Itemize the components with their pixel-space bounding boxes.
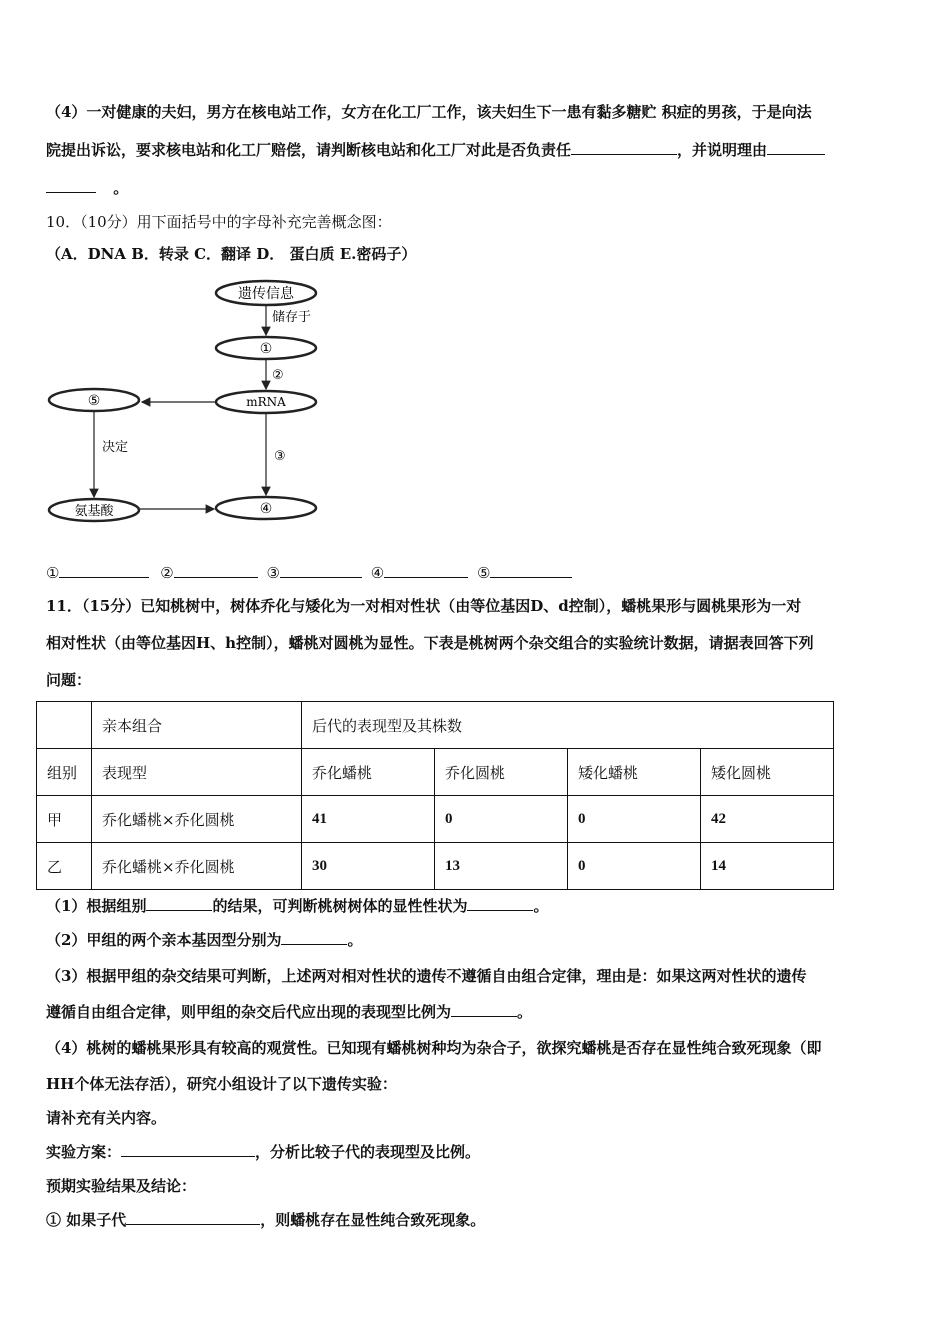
q11-result-b: ，则蟠桃存在显性纯合致死现象。	[260, 1211, 486, 1229]
table-cell-value: 41	[302, 796, 435, 843]
table-cell-value: 14	[701, 843, 834, 890]
q11-intro-line2: 相对性状（由等位基因H、h控制），蟠桃对圆桃为显性。下表是桃树两个杂交组合的实验统计数据，请据表回答下列	[46, 634, 814, 652]
q11-part2	[46, 930, 362, 950]
label-2: ②	[272, 368, 284, 383]
answer-blank[interactable]	[490, 563, 572, 578]
q9-part4-line1: （4）一对健康的夫妇，男方在核电站工作，女方在化工厂工作，该夫妇生下一患有黏多糖贮 积症的男孩，于是向法	[46, 103, 812, 121]
q9-part4-line3-end: 。	[113, 179, 129, 197]
node-4-label: ④	[259, 501, 273, 517]
table-cell-cross: 乔化蟠桃×乔化圆桃	[92, 796, 302, 843]
q11-part3-line2-text: 遵循自由组合定律，则甲组的杂交后代应出现的表现型比例为	[46, 1003, 452, 1021]
answer-blank[interactable]	[281, 930, 347, 945]
table-cell-value: 30	[302, 843, 435, 890]
table-col-header: 乔化蟠桃	[302, 749, 435, 796]
table-cell-value: 0	[568, 796, 701, 843]
table-cell-group: 乙	[37, 843, 92, 890]
q9-part4-line3	[46, 178, 128, 198]
table-header-parent: 亲本组合	[92, 702, 302, 749]
decides-label: 决定	[102, 440, 129, 455]
q11-part2-b: 。	[347, 931, 363, 949]
blank-label-5: ⑤	[476, 564, 491, 582]
q11-plan-b: ，分析比较子代的表现型及比例。	[255, 1143, 481, 1161]
table-header-phenotype: 表现型	[92, 749, 302, 796]
table-row	[37, 796, 834, 843]
q11-part3-end: 。	[517, 1003, 533, 1021]
table-cell-cross: 乔化蟠桃×乔化圆桃	[92, 843, 302, 890]
answer-blank[interactable]	[59, 563, 149, 578]
q11-plan	[46, 1142, 480, 1162]
table-header-row-2	[37, 749, 834, 796]
answer-blank[interactable]	[767, 140, 825, 155]
blank-label-4: ④	[370, 564, 385, 582]
q11-intro-line1: 11．（15分）已知桃树中，树体乔化与矮化为一对相对性状（由等位基因D、d控制），蟠桃果形与圆桃果形为一对	[46, 597, 802, 615]
q11-result-a: ① 如果子代	[46, 1211, 127, 1229]
answer-blank[interactable]	[451, 1002, 517, 1017]
answer-blank[interactable]	[280, 563, 362, 578]
table-col-header: 矮化蟠桃	[568, 749, 701, 796]
genetic-info-label: 遗传信息	[238, 286, 294, 302]
q10-title-text: 10．（10分）用下面括号中的字母补充完善概念图：	[46, 213, 392, 231]
q9-part4-line2-text: 院提出诉讼，要求核电站和化工厂赔偿，请判断核电站和化工厂对此是否负责任	[46, 141, 572, 159]
answer-blank[interactable]	[121, 1142, 255, 1157]
node-1-label: ①	[259, 341, 273, 357]
table-cell-value: 42	[701, 796, 834, 843]
answer-blank[interactable]	[384, 563, 468, 578]
q11-plan-a: 实验方案：	[46, 1143, 122, 1161]
q11-part1-a: （1）根据组别	[46, 897, 147, 915]
q11-part3-line1: （3）根据甲组的杂交结果可判断，上述两对相对性状的遗传不遵循自由组合定律，理由是：如果这两对性状的遗传	[46, 967, 807, 985]
q10-options: （A．DNA B．转录 C．翻译 D． 蛋白质 E.密码子）	[46, 245, 417, 263]
cross-data-table	[36, 701, 834, 890]
mrna-label: mRNA	[246, 395, 286, 409]
table-cell-group: 甲	[37, 796, 92, 843]
label-3: ③	[274, 449, 286, 464]
table-cell-value: 0	[568, 843, 701, 890]
node-5-label: ⑤	[87, 393, 101, 409]
q9-part4-line2-mid: ，并说明理由	[677, 141, 768, 159]
blank-label-3: ③	[266, 564, 280, 582]
q11-result-1	[46, 1210, 485, 1230]
stored-in-label: 储存于	[272, 310, 312, 325]
blank-label-1: ①	[46, 564, 60, 582]
answer-blank[interactable]	[46, 178, 96, 193]
table-cell-value: 13	[435, 843, 568, 890]
table-row	[37, 843, 834, 890]
answer-blank[interactable]	[146, 896, 212, 911]
answer-blank[interactable]	[571, 140, 677, 155]
answer-blank[interactable]	[467, 896, 533, 911]
answer-blank[interactable]	[174, 563, 258, 578]
q11-part1	[46, 896, 548, 916]
blank-label-2: ②	[160, 564, 174, 582]
table-cell-empty	[37, 702, 92, 749]
table-header-row-1	[37, 702, 834, 749]
concept-diagram	[46, 278, 336, 528]
table-header-offspring: 后代的表现型及其株数	[302, 702, 834, 749]
table-cell-value: 0	[435, 796, 568, 843]
q10-blanks	[46, 563, 572, 583]
q11-part4-line2: HH个体无法存活），研究小组设计了以下遗传实验：	[46, 1075, 397, 1093]
q11-part1-b: 的结果，可判断桃树树体的显性性状为	[212, 897, 468, 915]
q11-part2-a: （2）甲组的两个亲本基因型分别为	[46, 931, 282, 949]
table-header-group: 组别	[37, 749, 92, 796]
q11-supplement: 请补充有关内容。	[46, 1109, 167, 1127]
q10-title	[46, 212, 392, 232]
amino-acid-label: 氨基酸	[74, 504, 114, 519]
answer-blank[interactable]	[126, 1210, 260, 1225]
q11-expected: 预期实验结果及结论：	[46, 1177, 197, 1195]
q11-part1-c: 。	[533, 897, 549, 915]
q9-part4-line2	[46, 140, 825, 160]
table-col-header: 乔化圆桃	[435, 749, 568, 796]
q11-part4-line1: （4）桃树的蟠桃果形具有较高的观赏性。已知现有蟠桃树种均为杂合子，欲探究蟠桃是否存在显性纯合致死现象（即	[46, 1039, 822, 1057]
q11-part3-line2	[46, 1002, 532, 1022]
table-col-header: 矮化圆桃	[701, 749, 834, 796]
q11-intro-line3: 问题：	[46, 671, 92, 689]
